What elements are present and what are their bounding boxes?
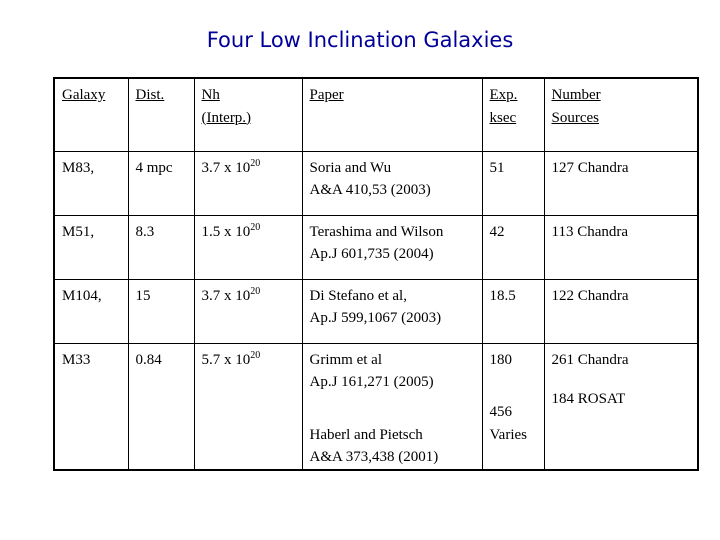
slide-title: Four Low Inclination Galaxies <box>206 28 514 52</box>
cell-exp: 18.5 <box>482 279 544 343</box>
cell-nh: 1.5 x $10^{20}$ <box>194 215 302 279</box>
cell-sources: 113 Chandra <box>544 215 698 279</box>
header-exp: Exp. ksec <box>482 78 544 151</box>
cell-dist: 0.84 <box>128 343 194 470</box>
cell-exp-second: 456 Varies <box>489 404 527 443</box>
cell-exp: 180 456 Varies <box>482 343 544 470</box>
table-row <box>54 279 698 343</box>
cell-paper: Terashima and Wilson Ap.J 601,735 (2004) <box>302 215 482 279</box>
cell-paper: Soria and Wu A&A 410,53 (2003) <box>302 151 482 215</box>
cell-paper: Di Stefano et al, Ap.J 599,1067 (2003) <box>302 279 482 343</box>
header-paper: Paper <box>302 78 482 151</box>
table-row <box>54 215 698 279</box>
cell-galaxy: M33 <box>54 343 128 470</box>
cell-nh: 3.7 x $10^{20}$ <box>194 151 302 215</box>
cell-nh: 5.7 x $10^{20}$ <box>194 343 302 470</box>
header-number-sources: Number Sources <box>544 78 698 151</box>
cell-exp: 51 <box>482 151 544 215</box>
cell-sources: 127 Chandra <box>544 151 698 215</box>
cell-galaxy: M83, <box>54 151 128 215</box>
header-galaxy: Galaxy <box>54 78 128 151</box>
header-row <box>54 78 698 151</box>
galaxy-table <box>53 77 699 471</box>
cell-paper-second: Haberl and Pietsch A&A 373,438 (2001) <box>309 426 439 465</box>
table-row <box>54 151 698 215</box>
cell-dist: 15 <box>128 279 194 343</box>
cell-sources: 122 Chandra <box>544 279 698 343</box>
cell-sources: 261 Chandra 184 ROSAT <box>544 343 698 470</box>
cell-galaxy: M51, <box>54 215 128 279</box>
cell-nh: 3.7 x $10^{20}$ <box>194 279 302 343</box>
cell-dist: 4 mpc <box>128 151 194 215</box>
table-row <box>54 343 698 470</box>
cell-galaxy: M104, <box>54 279 128 343</box>
header-dist: Dist. <box>128 78 194 151</box>
cell-dist: 8.3 <box>128 215 194 279</box>
header-nh: Nh (Interp.) <box>194 78 302 151</box>
cell-exp: 42 <box>482 215 544 279</box>
cell-paper: Grimm et al Ap.J 161,271 (2005) Haberl and Pietsch A&A 373,438 (2001) <box>302 343 482 470</box>
